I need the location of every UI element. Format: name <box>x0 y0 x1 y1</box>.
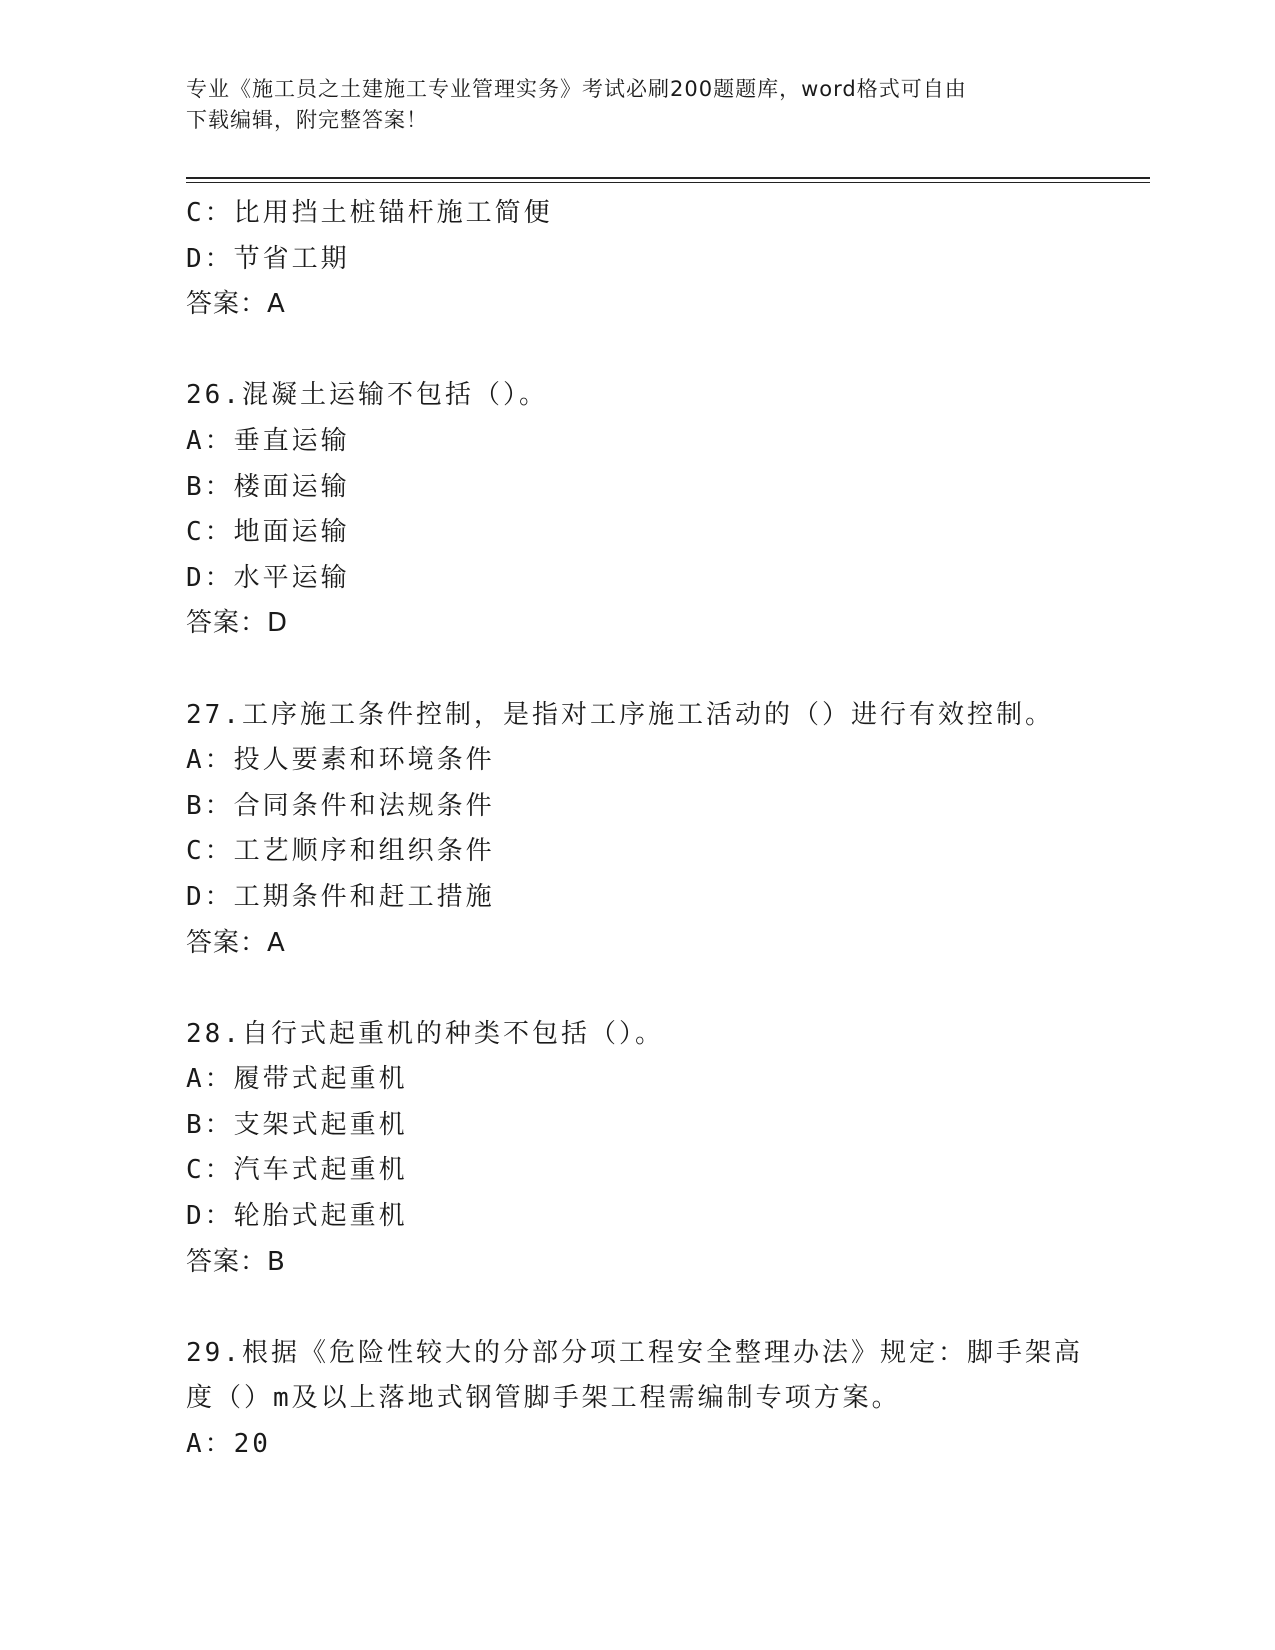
option-a: A：投人要素和环境条件 <box>186 745 495 776</box>
spacer <box>186 328 1086 374</box>
question-stem-line-1: 29.根据《危险性较大的分部分项工程安全整理办法》规定：脚手架高 <box>186 1337 1083 1368</box>
option-b: B：合同条件和法规条件 <box>186 790 495 821</box>
answer-line: 答案：A <box>186 289 286 320</box>
question-stem: 27.工序施工条件控制，是指对工序施工活动的（）进行有效控制。 <box>186 699 1054 730</box>
question-stem: 26.混凝土运输不包括（）。 <box>186 380 548 411</box>
header-line-1: 专业《施工员之土建施工专业管理实务》考试必刷200题题库，word格式可自由 <box>186 77 967 101</box>
answer-line: 答案：B <box>186 1246 286 1277</box>
option-c: C：比用挡土桩锚杆施工简便 <box>186 198 553 228</box>
header-line-2: 下载编辑，附完整答案！ <box>186 108 428 132</box>
option-d: D：工期条件和赶工措施 <box>186 881 495 912</box>
option-a: A：20 <box>186 1429 271 1460</box>
question-list <box>186 191 1086 1468</box>
answer-line: 答案：D <box>186 608 289 639</box>
header-divider-thin <box>186 182 1150 183</box>
option-c: C：工艺顺序和组织条件 <box>186 836 495 867</box>
question-stem-line-2: 度（）m及以上落地式钢管脚手架工程需编制专项方案。 <box>186 1383 901 1414</box>
spacer <box>186 966 1086 1012</box>
option-c: C：汽车式起重机 <box>186 1155 408 1186</box>
option-b: B：楼面运输 <box>186 471 350 502</box>
option-b: B：支架式起重机 <box>186 1109 408 1140</box>
document-header <box>186 74 1076 136</box>
option-d: D：水平运输 <box>186 562 350 593</box>
question-stem: 28.自行式起重机的种类不包括（）。 <box>186 1018 664 1049</box>
header-divider-thick <box>186 177 1150 179</box>
option-c: C：地面运输 <box>186 517 350 548</box>
option-a: A：履带式起重机 <box>186 1064 408 1095</box>
option-d: D：节省工期 <box>186 243 350 274</box>
option-d: D：轮胎式起重机 <box>186 1201 408 1232</box>
option-a: A：垂直运输 <box>186 425 350 456</box>
spacer <box>186 1285 1086 1331</box>
spacer <box>186 647 1086 693</box>
answer-line: 答案：A <box>186 927 286 958</box>
